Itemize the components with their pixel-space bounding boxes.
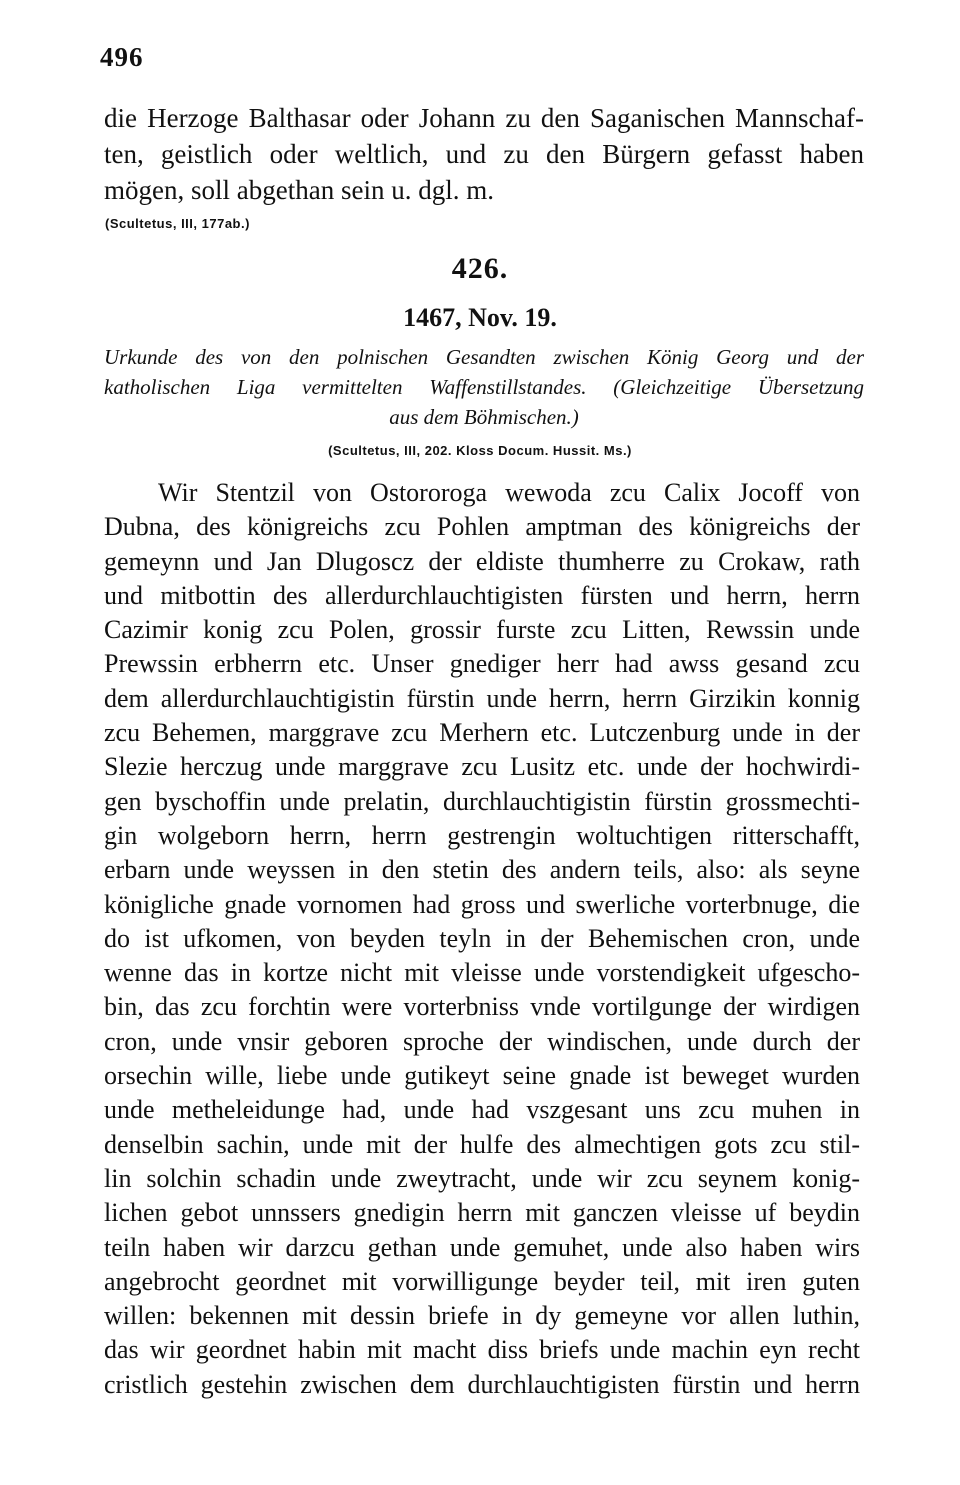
body-line: gen byschoffin unde prelatin, durchlauchtigistin fürstin grossmechti- xyxy=(104,786,860,816)
body-line: unde metheleidunge had, unde had vszgesant uns zcu muhen in xyxy=(104,1095,860,1125)
body-line: dem allerdurchlauchtigistin fürstin unde herrn, herrn Girzikin konnig xyxy=(104,683,860,713)
body-line: lin solchin schadin unde zweytracht, unde wir zcu seynem konig- xyxy=(104,1163,860,1193)
body-line: gemeynn und Jan Dlugoscz der eldiste thumherre zu Crokaw, rath xyxy=(104,546,860,576)
body-line: gin wolgeborn herrn, herrn gestrengin woltuchtigen ritterschafft, xyxy=(104,820,860,850)
body-line: Slezie herczug unde marggrave zcu Lusitz etc. unde der hochwirdi- xyxy=(104,752,860,782)
summary-line: katholischen Liga vermittelten Waffenstillstandes. (Gleichzeitige Übersetzung xyxy=(104,375,864,399)
body-line: und mitbottin des allerdurchlauchtigisten fürsten und herrn, herrn xyxy=(104,580,860,610)
text-line: die Herzoge Balthasar oder Johann zu den Saganischen Mannschaf- xyxy=(104,103,864,133)
body-line: das wir geordnet habin mit macht diss briefs unde machin eyn recht xyxy=(104,1335,860,1365)
body-line: königliche gnade vornomen had gross und swerliche vorterbnuge, die xyxy=(104,889,860,919)
text-line: mögen, soll abgethan sein u. dgl. m. xyxy=(104,175,494,205)
document-date: 1467, Nov. 19. xyxy=(403,303,557,332)
body-line: orsechin wille, liebe unde gutikeyt seine gnade ist beweget wurden xyxy=(104,1061,860,1091)
body-line: Prewssin erbherrn etc. Unser gnediger herr had awss gesand zcu xyxy=(104,649,860,679)
body-line: cron, unde vnsir geboren sproche der windischen, unde durch der xyxy=(104,1026,860,1056)
summary-line: aus dem Böhmischen.) xyxy=(389,405,579,429)
body-line: zcu Behemen, marggrave zcu Merhern etc. Lutczenburg unde in der xyxy=(104,718,860,748)
body-line: lichen gebot unnssers gnedigin herrn mit ganczen vleisse uf beydin xyxy=(104,1198,860,1228)
body-line: denselbin sachin, unde mit der hulfe des almechtigen gots zcu stil- xyxy=(104,1129,860,1159)
body-line: Wir Stentzil von Ostororoga wewoda zcu Calix Jocoff von xyxy=(158,478,860,507)
intro-source-citation: (Scultetus, III, 177ab.) xyxy=(105,216,250,231)
body-line: wenne das in kortze nicht mit vleisse unde vorstendigkeit ufgescho- xyxy=(104,958,860,988)
intro-paragraph xyxy=(104,100,864,208)
body-line: erbarn unde weyssen in den stetin des andern teils, also: als seyne xyxy=(104,855,860,885)
document-body xyxy=(104,476,860,1402)
body-line: Dubna, des königreichs zcu Pohlen amptman des königreichs der xyxy=(104,512,860,542)
page-number: 496 xyxy=(100,42,144,72)
body-line: angebrocht geordnet mit vorwilligunge beyder teil, mit iren guten xyxy=(104,1266,860,1296)
document-summary xyxy=(104,342,864,432)
document-number: 426. xyxy=(451,252,509,285)
body-line: do ist ufkomen, von beyden teyln in der Behemischen cron, unde xyxy=(104,923,860,953)
summary-line: Urkunde des von den polnischen Gesandten zwischen König Georg und der xyxy=(104,345,864,369)
body-line: Cazimir konig zcu Polen, grossir furste zcu Litten, Rewssin unde xyxy=(104,615,860,645)
body-line: willen: bekennen mit dessin briefe in dy gemeyne vor allen luthin, xyxy=(104,1301,860,1331)
body-line: cristlich gestehin zwischen dem durchlauchtigisten fürstin und herrn xyxy=(104,1369,860,1399)
document-source-citation: (Scultetus, III, 202. Kloss Docum. Hussit. Ms.) xyxy=(328,443,632,458)
body-line: teiln haben wir darzcu gethan unde gemuhet, unde also haben wirs xyxy=(104,1232,860,1262)
body-line: bin, das zcu forchtin were vorterbniss vnde vortilgunge der wirdigen xyxy=(104,992,860,1022)
text-line: ten, geistlich oder weltlich, und zu den Bürgern gefasst haben xyxy=(104,139,864,169)
